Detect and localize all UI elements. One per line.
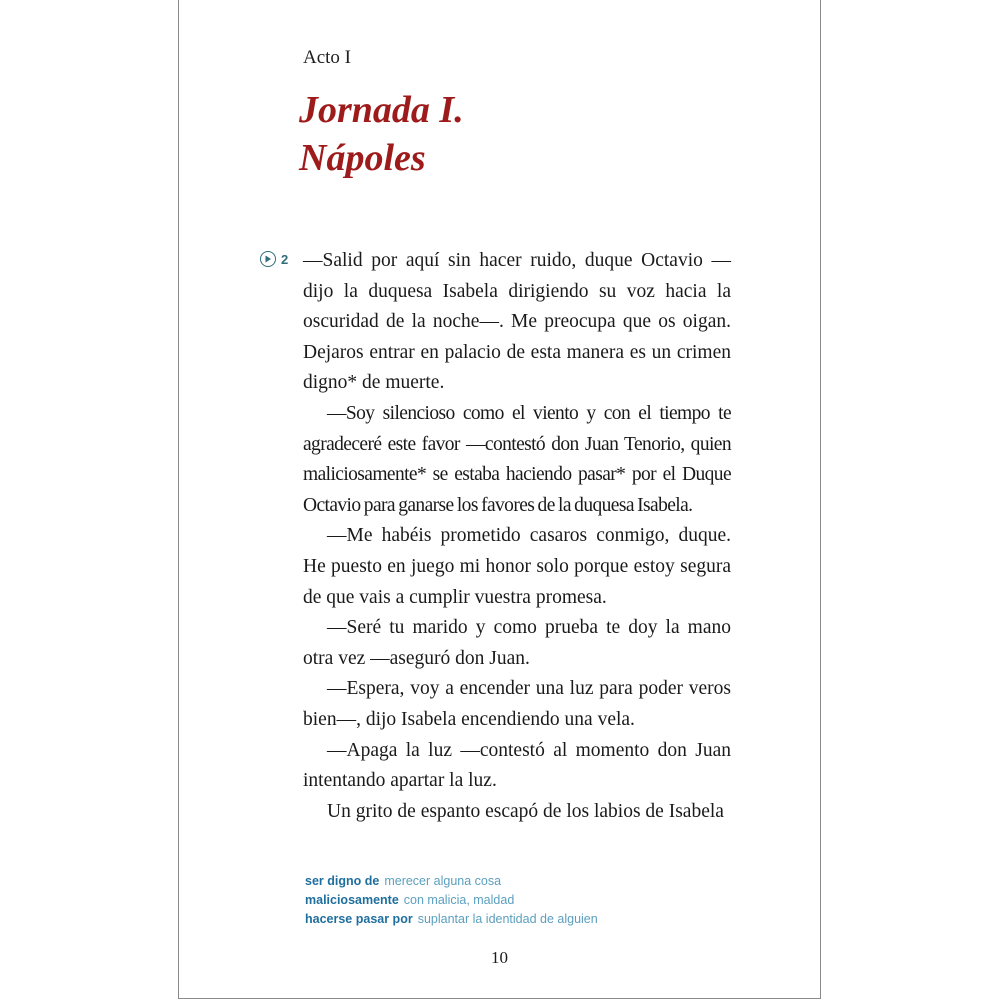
glossary-term: ser digno de <box>305 874 380 888</box>
glossary-definition: suplantar la identidad de alguien <box>417 912 598 926</box>
paragraph: —Soy silencioso como el viento y con el tiempo te agradeceré este favor —contestó don Juan Tenorio, quien maliciosamente* se estaba haciendo pasar* por el Duque Octavio para ganarse los favores de la duquesa Isabela. <box>303 402 731 516</box>
book-page <box>178 0 821 999</box>
chapter-title <box>299 86 464 182</box>
paragraph: —Espera, voy a encender una luz para poder veros bien—, dijo Isabela encendiendo una vela. <box>303 678 731 730</box>
chapter-title-line-1: Jornada I. <box>299 89 464 131</box>
story-text <box>303 246 731 827</box>
audio-track-marker[interactable] <box>260 251 288 267</box>
glossary-term: maliciosamente <box>305 893 399 907</box>
paragraph: —Me habéis prometido casaros conmigo, duque. He puesto en juego mi honor solo porque estoy segura de que vais a cumplir vuestra promesa. <box>303 525 731 608</box>
glossary-entry <box>305 891 598 910</box>
chapter-title-line-2: Nápoles <box>299 137 426 179</box>
act-label: Acto I <box>303 47 352 68</box>
paragraph: —Salid por aquí sin hacer ruido, duque Octavio —dijo la duquesa Isabela dirigiendo su voz hacia la oscuridad de la noche—. Me preocupa que os oigan. Dejaros entrar en palacio de esta manera es un crimen digno* de muerte. <box>303 250 731 394</box>
glossary <box>305 872 598 929</box>
page-number: 10 <box>491 948 508 967</box>
glossary-entry <box>305 910 598 929</box>
glossary-entry <box>305 872 598 891</box>
audio-track-number: 2 <box>281 251 289 267</box>
glossary-definition: con malicia, maldad <box>403 893 515 907</box>
glossary-term: hacerse pasar por <box>305 912 413 926</box>
paragraph: —Apaga la luz —contestó al momento don Juan intentando apartar la luz. <box>303 739 731 792</box>
paragraph: —Seré tu marido y como prueba te doy la mano otra vez —aseguró don Juan. <box>303 617 731 669</box>
play-icon[interactable] <box>260 251 276 267</box>
paragraph: Un grito de espanto escapó de los labios de Isabela <box>327 800 724 822</box>
glossary-definition: merecer alguna cosa <box>384 874 502 888</box>
